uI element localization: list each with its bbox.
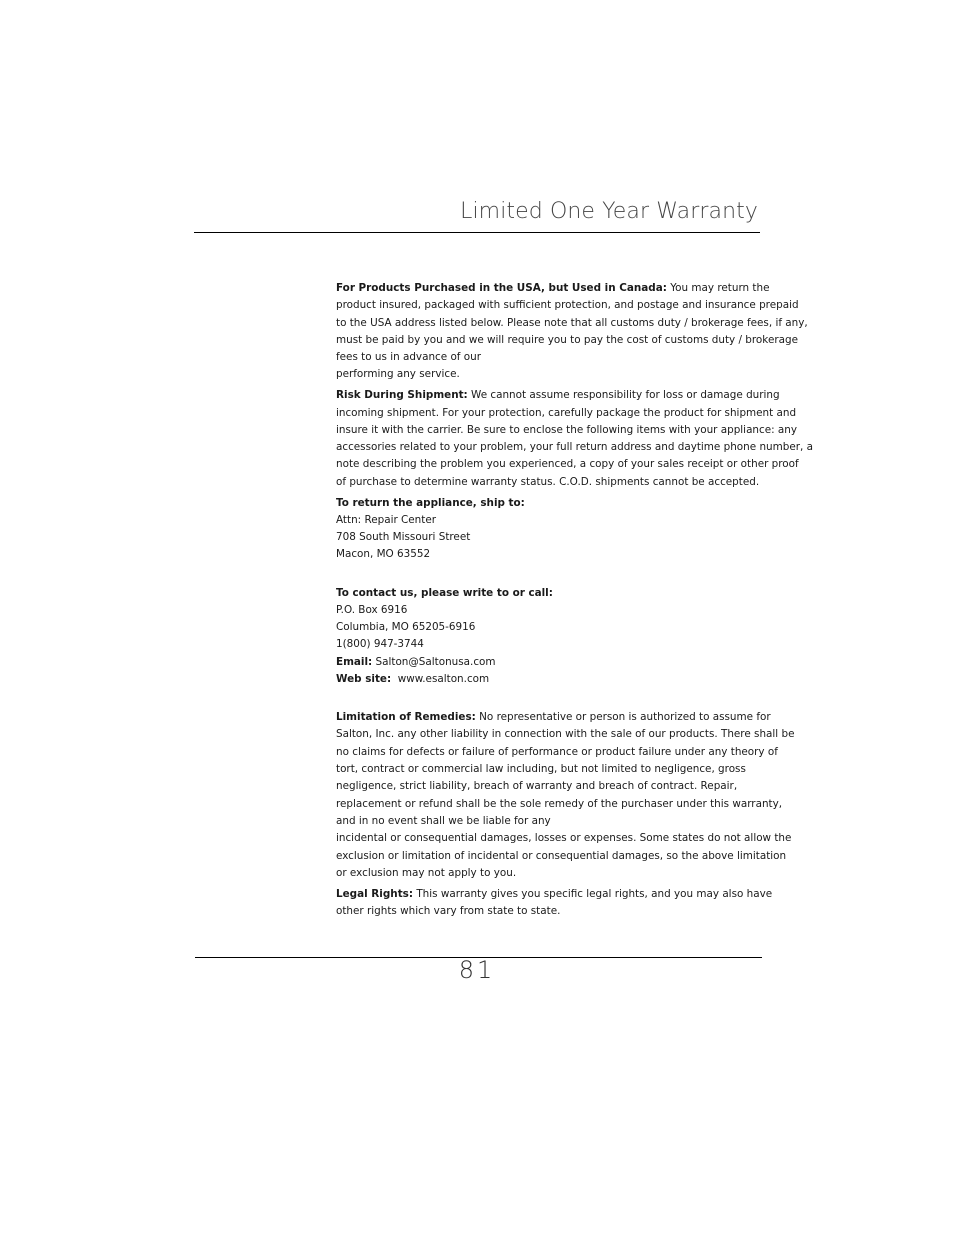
contact-section: To contact us, please write to or call: P.O. Box 6916 Columbia, MO 65205-6916 1(800) 947-3744 Email: Salton@Saltonusa.com Web site: www.esalton.com [336,585,761,689]
page-title: Limited One Year Warranty [460,199,758,224]
page-number: 81 [458,956,496,984]
legal-heading: Legal Rights: [336,887,414,900]
return-heading: To return the appliance, ship to: [336,496,525,509]
canada-heading: For Products Purchased in the USA, but Used in Canada: [336,282,667,294]
remedies-heading: Limitation of Remedies: [336,711,476,724]
warranty-body [336,280,813,924]
risk-heading: Risk During Shipment: [336,389,468,402]
contact-heading: To contact us, please write to or call: [336,586,553,599]
email-label: Email: [336,655,373,668]
return-address-section: To return the appliance, ship to: Attn: Repair Center 708 South Missouri Street Macon, MO 63552 [336,495,761,564]
risk-section: Risk During Shipment: We cannot assume responsibility for loss or damage during incoming shipment. For your protection, carefully package the product for shipment and insure it with the carrier. Be sure to enclose the following items with your appliance: any accessories related to your problem, your full return address and daytime phone number, a note describing the problem you experienced, a copy of your sales receipt or other proof of purchase to determine warranty status. C.O.D. shipments cannot be accepted. [336,389,813,488]
website-label: Web site: [336,673,392,686]
website-link[interactable]: www.esalton.com [397,673,490,686]
remedies-section: Limitation of Remedies: No representative or person is authorized to assume for Salton, Inc. any other liability in connection with the sale of our products. There shall be no claims for defects or failure of performance or product failure under any theory of tort, contract or commercial law including, but not limited to negligence, gross negligence, strict liability, breach of warranty and breach of contract. Repair, replacement or refund shall be the sole remedy of the purchaser under this warranty, and in no event shall we be liable for any incidental or consequential damages, losses or expenses. Some states do not allow the exclusion or limitation of incidental or consequential damages, so the above limitation or exclusion may not apply to you. [336,711,795,879]
header-divider [194,232,760,233]
legal-section: Legal Rights: This warranty gives you specific legal rights, and you may also have other rights which vary from state to state. [336,887,773,917]
canada-section: For Products Purchased in the USA, but Used in Canada: You may return the product insured, packaged with sufficient protection, and postage and insurance prepaid to the USA address listed below. Please note that all customs duty / brokerage fees, if any, must be paid by you and we will require you to pay the cost of customs duty / brokerage fees to us in advance of our performing any service. [336,282,808,381]
email-link[interactable]: Salton@Saltonusa.com [375,655,496,668]
